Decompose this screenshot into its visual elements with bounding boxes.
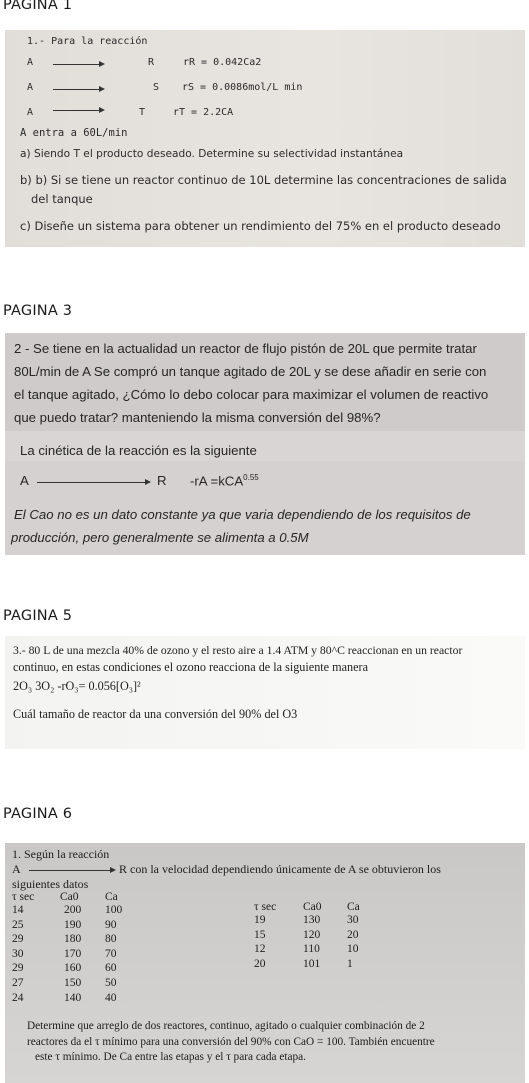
question-b-line2: del tanque	[31, 192, 93, 206]
cell-ca0: 110	[303, 943, 320, 956]
reaction-3-product: T	[139, 107, 146, 118]
cell-ca: 80	[105, 933, 117, 946]
cell-ca: 90	[105, 918, 117, 931]
cell-ca0: 130	[303, 914, 321, 926]
cell-ca0: 101	[303, 957, 321, 970]
reaction-2-reactant: A	[27, 82, 34, 93]
header-ca0: Ca0	[303, 901, 322, 913]
header-ca: Ca	[105, 891, 118, 903]
cell-ca: 100	[105, 904, 123, 916]
reaction-1-reactant: A	[27, 57, 34, 68]
cell-tau: 29	[12, 933, 24, 946]
rxn-arrow	[29, 870, 114, 871]
reaction-1-rate: rR = 0.042Ca2	[183, 57, 262, 68]
rate-law	[190, 473, 259, 488]
cell-tau: 19	[254, 914, 266, 926]
question-b-line1: b) b) Si se tiene un reactor continuo de 10L determine las concentraciones de salida	[20, 173, 507, 187]
cell-tau: 15	[254, 928, 266, 941]
rate-law-text: -rA =kCA	[190, 473, 244, 489]
problem-3-line1: 3.- 80 L de una mezcla 40% de ozono y el resto aire a 1.4 ATM y 80^C reaccionan en un reactor	[13, 644, 463, 657]
page-6-photo	[5, 843, 525, 1083]
problem-2-line4: que puedo tratar? manteniendo la misma conversión del 98%?	[14, 410, 381, 425]
task-line3: este τ mínimo. De Ca entre las etapas y el τ para cada etapa.	[35, 1051, 306, 1063]
cell-ca0: 120	[303, 928, 321, 941]
page-5-photo	[5, 636, 525, 749]
rxn-product: R	[157, 473, 167, 488]
cell-tau: 27	[12, 977, 24, 989]
task-line1: Determine que arreglo de dos reactores, continuo, agitado o cualquier combinación de 2	[27, 1020, 425, 1032]
rxn-reactant: A	[20, 473, 29, 488]
cell-tau: 24	[12, 991, 24, 1004]
cell-ca: 1	[347, 957, 353, 970]
page-label-5: PAGINA 5	[3, 608, 73, 624]
cell-tau: 12	[254, 943, 266, 956]
cell-ca0: 150	[64, 977, 82, 989]
header-ca0: Ca0	[60, 891, 79, 903]
note-line2: producción, pero generalmente se alimenta a 0.5M	[11, 530, 309, 545]
ozone-reaction: 2O₃ 3O₂ -rO₃= 0.056[O₃]²	[13, 679, 141, 693]
question-c: c) Diseñe un sistema para obtener un rendimiento del 75% en el producto deseado	[20, 219, 501, 233]
problem-2-line2: 80L/min de A Se compró un tanque agitado de 20L y se dese añadir en serie con	[14, 364, 487, 379]
problem-heading: 1.- Para la reacción	[27, 36, 148, 47]
reaction-3-arrow	[53, 110, 103, 111]
cell-tau: 30	[12, 947, 24, 960]
cell-tau: 25	[12, 918, 24, 931]
cell-ca: 40	[105, 991, 117, 1004]
cell-ca0: 200	[64, 904, 82, 916]
cell-ca0: 160	[64, 962, 82, 975]
cell-ca: 50	[105, 977, 117, 989]
cell-tau: 20	[254, 957, 266, 970]
problem-heading: 1. Según la reacción	[12, 847, 110, 861]
problem-2-line3: el tanque agitado, ¿Cómo lo debo colocar para maximizar el volumen de reactivo	[14, 387, 489, 402]
header-tau: τ sec	[12, 891, 35, 903]
data-intro: siguientes datos	[12, 877, 89, 891]
reaction-3-rate: rT = 2.2CA	[173, 107, 234, 118]
page-label-3: PAGINA 3	[3, 303, 73, 319]
cell-ca0: 170	[64, 947, 82, 960]
task-line2: reactores da el τ mínimo para una conversión del 90% con CaO = 100. También encuentre	[27, 1036, 435, 1048]
page-label-6: PAGINA 6	[3, 806, 73, 822]
cell-ca0: 180	[64, 933, 82, 946]
rate-law-exponent: 0.55	[243, 473, 259, 482]
reaction-2-arrow	[53, 89, 103, 90]
kinetics-intro: La cinética de la reacción es la siguiente	[20, 443, 257, 458]
feed-rate: A entra a 60L/min	[20, 127, 128, 139]
problem-2-line1: 2 - Se tiene en la actualidad un reactor de flujo pistón de 20L que permite tratar	[14, 341, 477, 356]
page-label-1: PAGINA 1	[3, 0, 73, 13]
cell-tau: 14	[12, 904, 24, 916]
cell-tau: 29	[12, 962, 24, 975]
problem-3-question: Cuál tamaño de reactor da una conversión del 90% del O3	[13, 707, 298, 721]
cell-ca: 70	[105, 947, 117, 960]
reaction-2-rate: rS = 0.0086mol/L min	[182, 82, 303, 93]
reaction-2-product: S	[153, 82, 160, 93]
rxn-description: R con la velocidad dependiendo únicamente de A se obtuvieron los	[119, 862, 441, 876]
cell-ca: 60	[105, 962, 117, 975]
cell-ca0: 190	[64, 918, 82, 931]
header-tau: τ sec	[254, 901, 277, 913]
cell-ca: 30	[347, 914, 359, 926]
rxn-arrow	[37, 482, 149, 483]
reaction-1-arrow	[53, 64, 103, 65]
reaction-1-product: R	[148, 57, 155, 68]
page-3-photo	[5, 333, 525, 555]
problem-3-line2: continuo, en estas condiciones el ozono reacciona de la siguiente manera	[13, 660, 368, 674]
cell-ca: 20	[347, 928, 359, 941]
header-ca: Ca	[347, 901, 360, 913]
rxn-reactant: A	[12, 862, 21, 876]
reaction-3-reactant: A	[27, 107, 34, 118]
page-1-photo	[5, 30, 525, 247]
note-line1: El Cao no es un dato constante ya que varia dependiendo de los requisitos de	[14, 507, 471, 522]
cell-ca0: 140	[64, 991, 82, 1004]
question-a: a) Siendo T el producto deseado. Determine su selectividad instantánea	[20, 148, 404, 160]
cell-ca: 10	[347, 943, 359, 956]
